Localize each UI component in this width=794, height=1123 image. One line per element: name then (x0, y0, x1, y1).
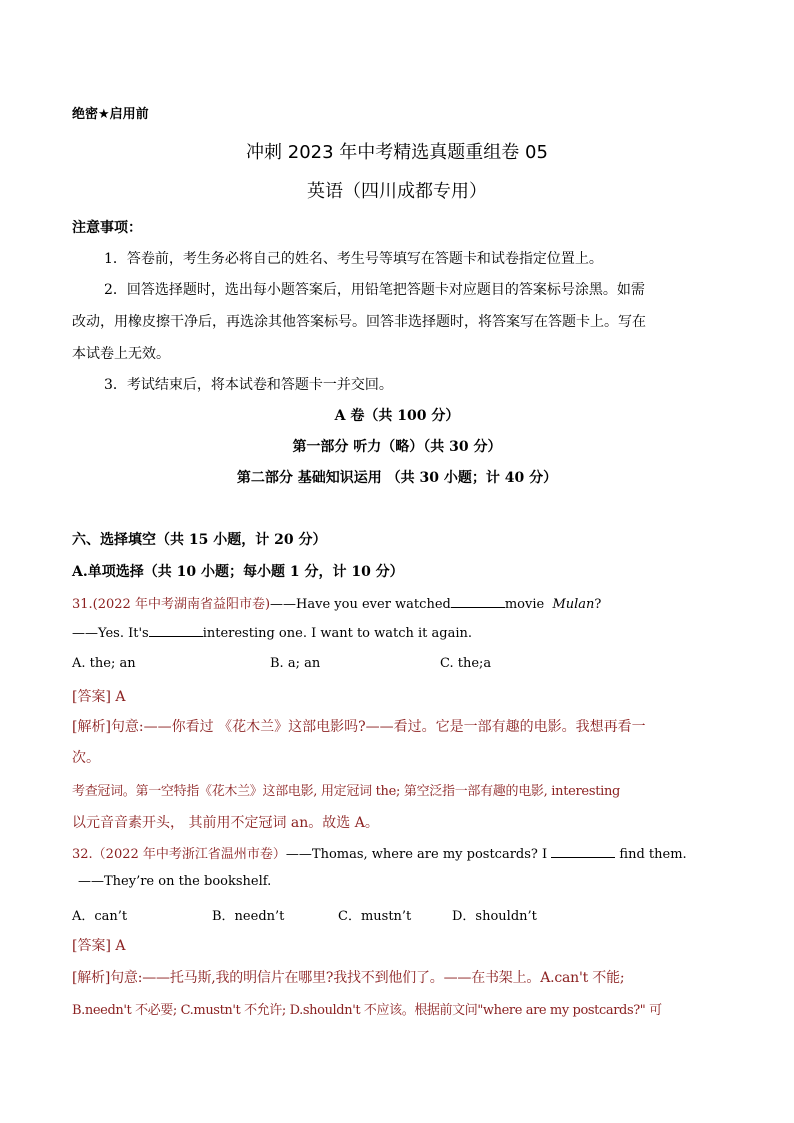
q32-stem-a: ——Thomas, where are my postcards? I (285, 847, 548, 862)
q32-stem-b: find them. (619, 847, 687, 862)
q31-stem-a: ——Have you ever watched (270, 597, 451, 612)
notice-heading: 注意事项： (72, 220, 142, 236)
notice-item-1: 1．答卷前，考生务必将自己的姓名、考生号等填写在答题卡和试卷指定位置上。 (104, 251, 603, 267)
notice-item-3: 3．考试结束后，将本试卷和答题卡一并交回。 (104, 377, 393, 393)
question-31-reply (72, 624, 472, 641)
notice-item-2-line3: 本试卷上无效。 (72, 346, 170, 362)
q31-analysis-line3: 考查冠词。第一空特指《花木兰》这部电影, 用定冠词 the; 第空泛指一部有趣的电影, interesting (72, 784, 621, 799)
q31-source: 31.(2022 年中考湖南省益阳市卷) (72, 597, 271, 612)
q32-reply: ——They’re on the bookshelf. (78, 874, 272, 889)
notice-item-2-line1: 2．回答选择题时，选出每小题答案后，用铅笔把答题卡对应题目的答案标号涂黑。如需 (104, 282, 645, 298)
notice-item-2-line2: 改动，用橡皮擦干净后，再选涂其他答案标号。回答非选择题时，将答案写在答题卡上。写在 (72, 314, 646, 330)
question-31-stem (72, 593, 601, 612)
q31-analysis-line2: 次。 (72, 750, 100, 766)
q31-analysis-line1: [解析]句意:——你看过 《花木兰》这部电影吗?——看过。它是一部有趣的电影。我想再看一 (72, 719, 646, 735)
part2-heading: 第二部分 基础知识运用 （共 30 小题；计 40 分） (236, 470, 558, 486)
q31-option-a: A. the; an (72, 656, 136, 671)
q32-answer: [答案] A (72, 938, 126, 954)
q32-source: 32.（2022 年中考浙江省温州市卷） (72, 847, 286, 862)
q32-option-d: D．shouldn’t (452, 909, 537, 924)
section-six-a-heading: A.单项选择（共 10 小题；每小题 1 分，计 10 分） (72, 564, 404, 580)
q31-analysis-line4: 以元音音素开头， 其前用不定冠词 an。故选 A。 (72, 815, 379, 831)
section-six-heading: 六、选择填空（共 15 小题，计 20 分） (72, 532, 327, 548)
q31-movie: Mulan (552, 597, 595, 612)
q31-blank-2 (149, 624, 203, 637)
q31-stem-end: ? (594, 597, 602, 612)
volume-a-heading: A 卷（共 100 分） (334, 408, 460, 424)
q32-blank (551, 845, 615, 858)
secret-label: 绝密★启用前 (72, 107, 149, 122)
q31-reply-b: interesting one. I want to watch it again. (202, 626, 473, 641)
q31-reply-a: ——Yes. It's (72, 626, 149, 641)
q31-option-b: B. a; an (270, 656, 321, 671)
q32-option-b: B．needn’t (212, 909, 285, 924)
q31-option-c: C. the;a (440, 656, 492, 671)
q32-analysis-line2: B.needn't 不必要; C.mustn't 不允许; D.shouldn't 不应该。根据前文问"where are my postcards?" 可 (72, 1003, 662, 1018)
q31-blank-1 (451, 595, 505, 608)
q31-stem-b: movie (504, 597, 545, 612)
paper-subtitle: 英语（四川成都专用） (307, 181, 487, 202)
question-32-stem (72, 843, 687, 862)
q32-analysis-line1: [解析]句意:——托马斯,我的明信片在哪里?我找不到他们了。——在书架上。A.can't 不能; (72, 970, 625, 986)
paper-title: 冲刺 2023 年中考精选真题重组卷 05 (246, 142, 548, 163)
part1-heading: 第一部分 听力（略）（共 30 分） (292, 439, 502, 455)
q32-option-a: A．can’t (72, 909, 128, 924)
q31-answer: [答案] A (72, 689, 126, 705)
q32-option-c: C．mustn’t (338, 909, 412, 924)
